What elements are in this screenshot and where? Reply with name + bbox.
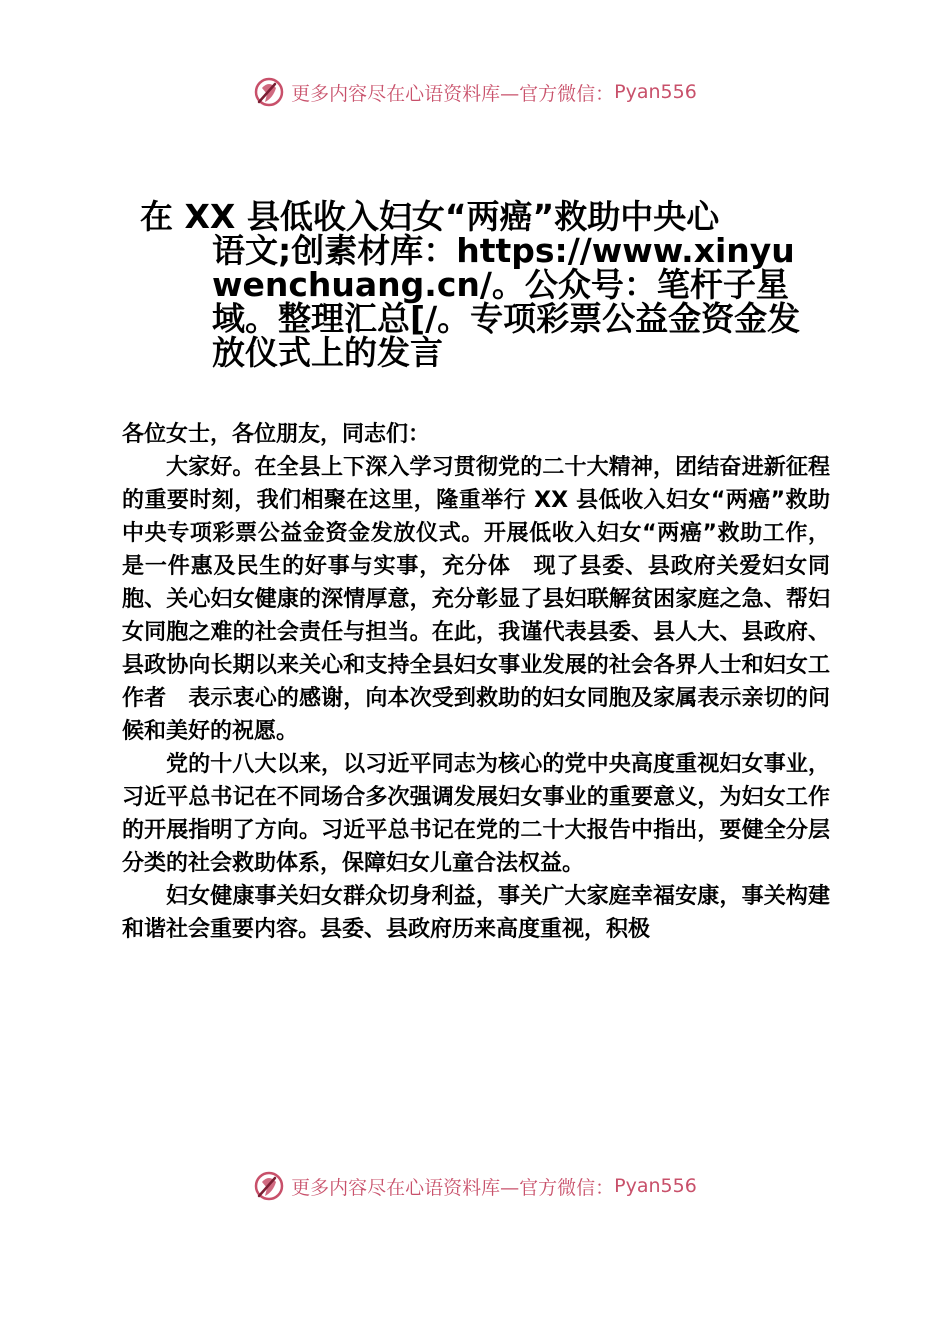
banner-wechat-handle: Pyan556 <box>614 81 697 103</box>
title-continuation: 语文;创素材库：https://www.xinyuwenchuang.cn/。公众号：笔杆子星域。整理汇总[/。专项彩票公益金资金发放仪式上的发言 <box>212 231 801 372</box>
document-body <box>122 418 830 946</box>
paragraph-2: 党的十八大以来，以习近平同志为核心的党中央高度重视妇女事业，习近平总书记在不同场合多次强调发展妇女事业的重要意义，为妇女工作的开展指明了方向。习近平总书记在党的二十大报告中指出，要健全分层分类的社会救助体系，保障妇女儿童合法权益。 <box>122 752 830 876</box>
banner-text: 更多内容尽在心语资料库—官方微信： <box>291 82 615 105</box>
stylized-heart-pen-logo-icon <box>253 1170 285 1202</box>
document-title <box>140 197 805 372</box>
salutation: 各位女士，各位朋友，同志们： <box>122 422 431 447</box>
banner-wechat-handle: Pyan556 <box>614 1175 697 1197</box>
header-banner <box>0 72 950 112</box>
paragraph-3: 妇女健康事关妇女群众切身利益，事关广大家庭幸福安康，事关构建和谐社会重要内容。县委、县政府历来高度重视，积极 <box>122 884 830 942</box>
paragraph-1: 大家好。在全县上下深入学习贯彻党的二十大精神，团结奋进新征程的重要时刻，我们相聚在这里，隆重举行 XX 县低收入妇女“两癌”救助中央专项彩票公益金资金发放仪式。开展低收入妇女“两癌”救助工作，是一件惠及民生的好事与实事，充分体 现了县委、县政府关爱妇女同胞、关心妇女健康的深情厚意，充分彰显了县妇联解贫困家庭之急、帮妇女同胞之难的社会责任与担当。在此，我谨代表县委、县人大、县政府、县政协向长期以来关心和支持全县妇女事业发展的社会各界人士和妇女工作者 表示衷心的感谢，向本次受到救助的妇女同胞及家属表示亲切的问候和美好的祝愿。 <box>122 455 830 744</box>
banner-text: 更多内容尽在心语资料库—官方微信： <box>291 1176 615 1199</box>
title-line-1: 在 XX 县低收入妇女“两癌”救助中央心 <box>140 197 720 236</box>
stylized-heart-pen-logo-icon <box>253 76 285 108</box>
footer-banner <box>0 1166 950 1206</box>
